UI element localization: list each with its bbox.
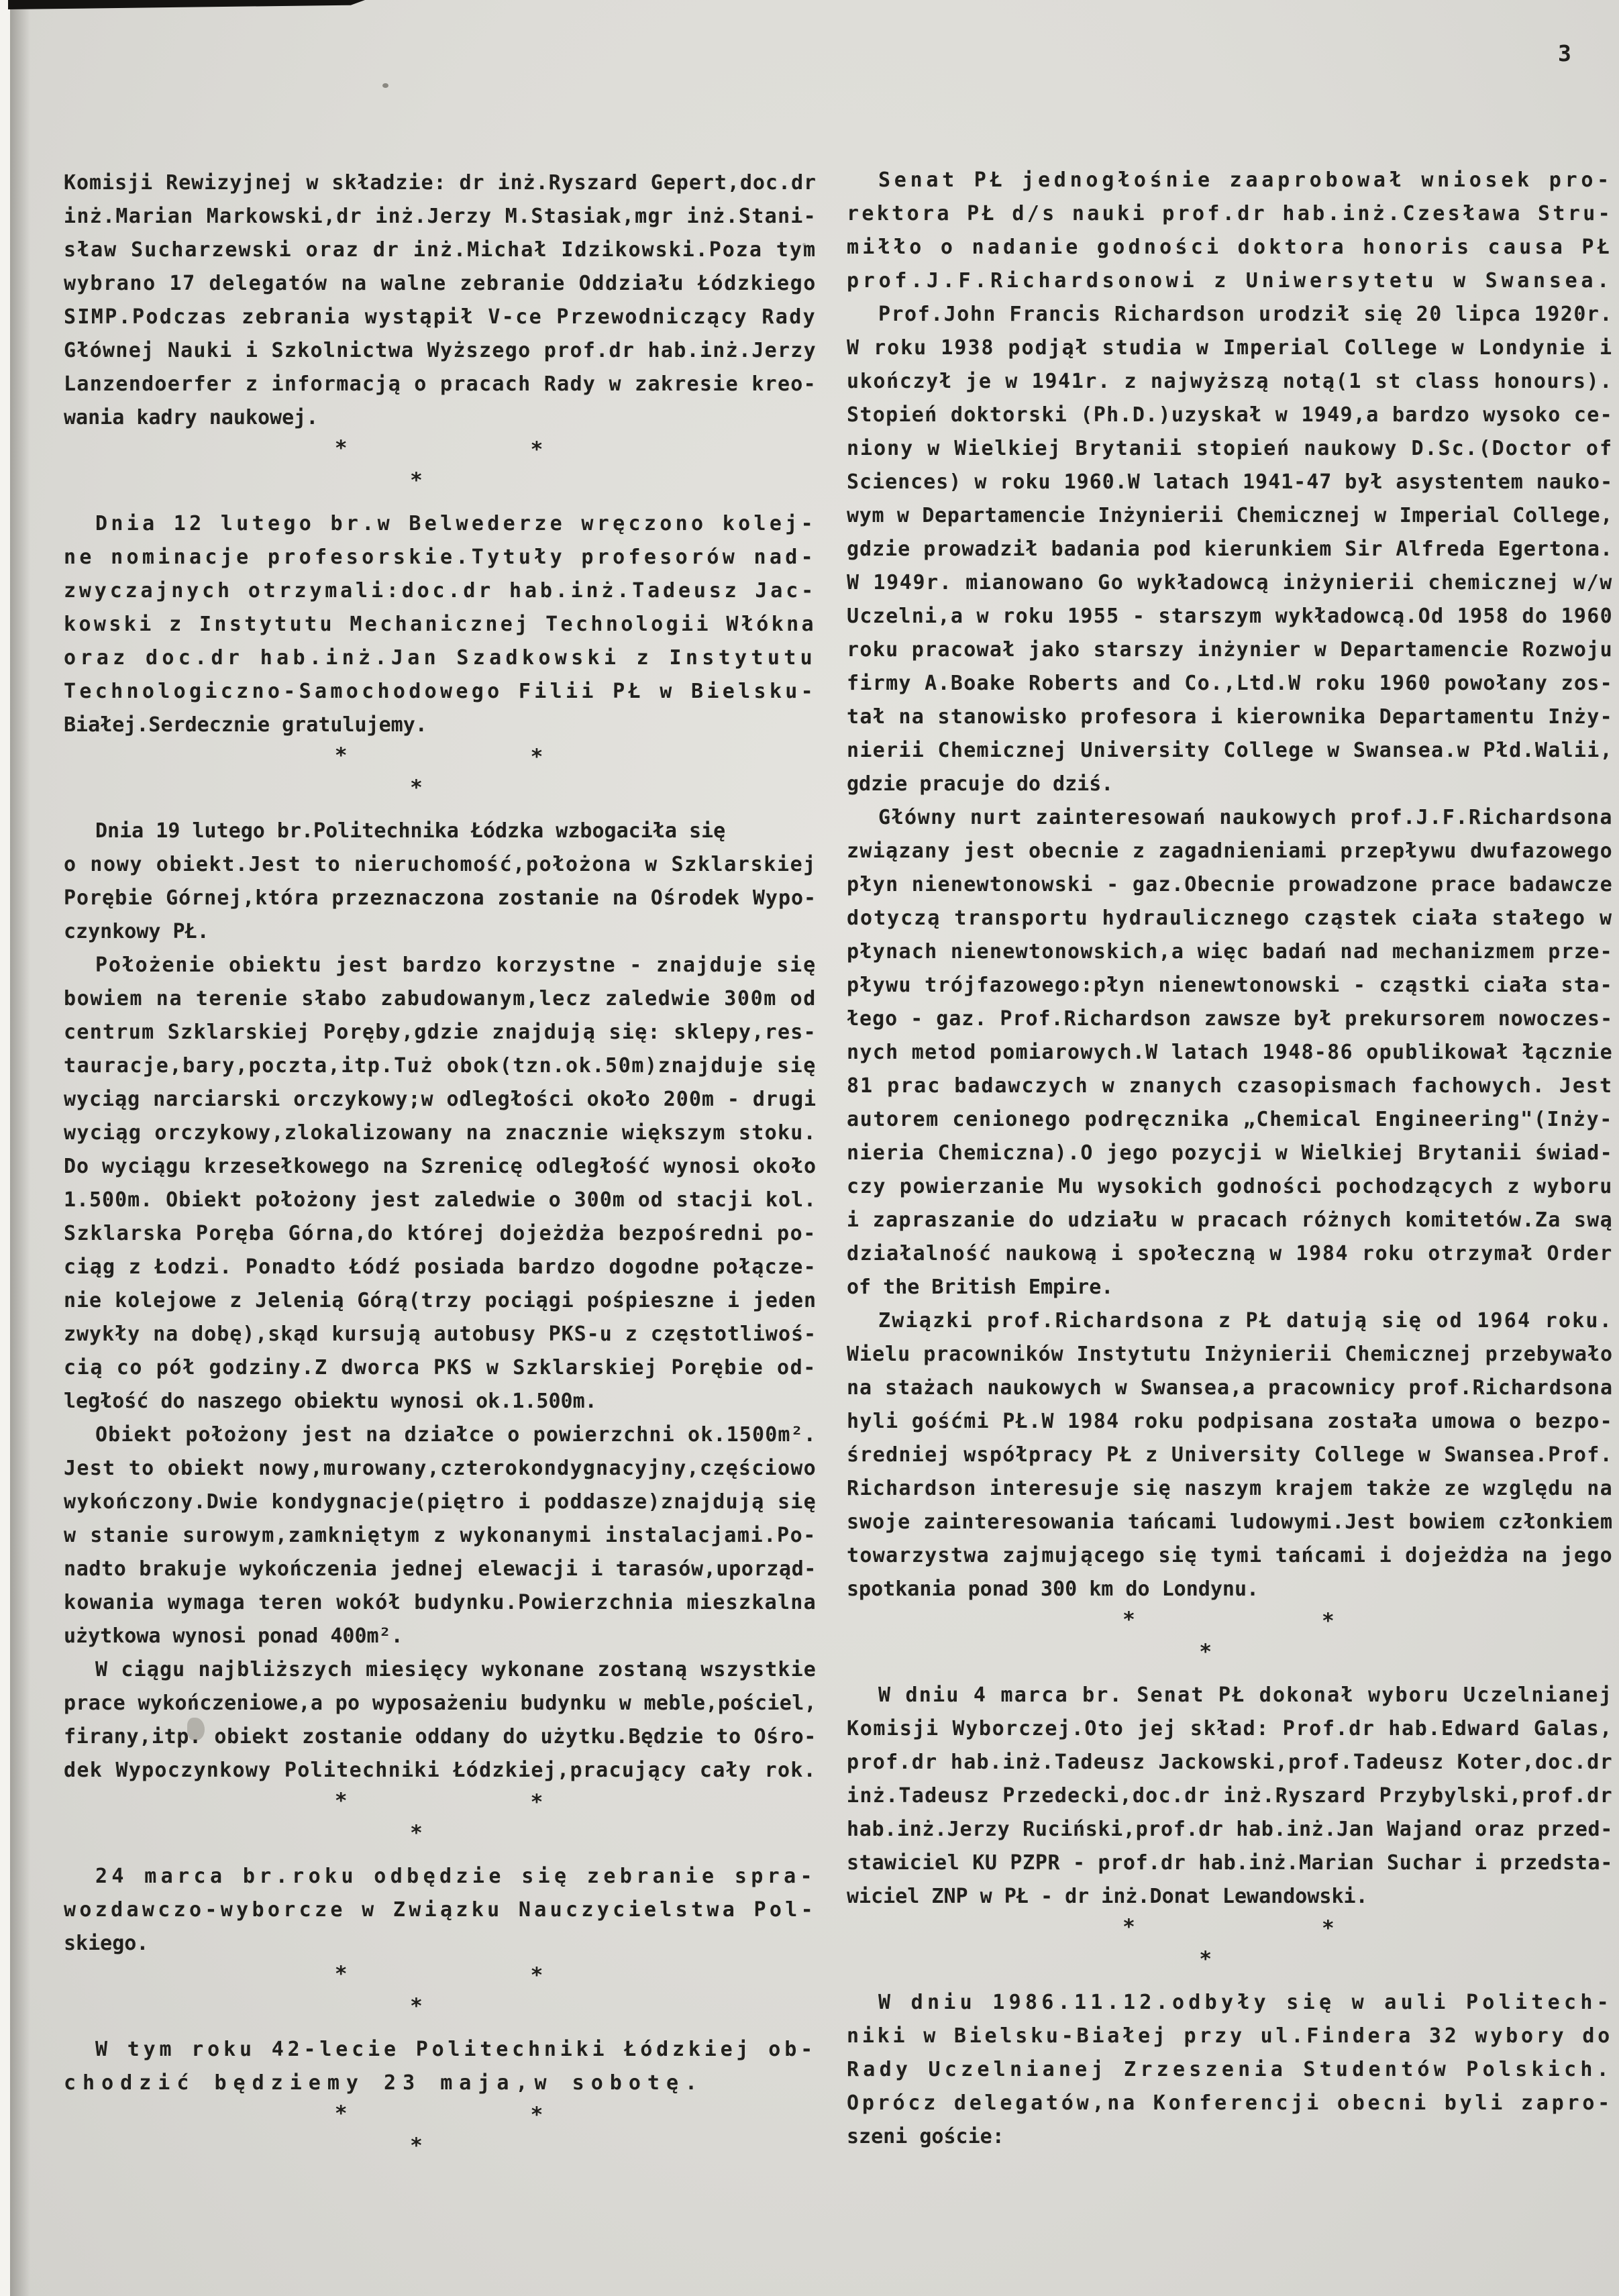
- text-line: Lanzendoerfer z informacją o pracach Rady w zakresie kreo-: [64, 372, 817, 396]
- text-line: na stażach naukowych w Swansea,a pracownicy prof.Richardsona: [847, 1376, 1613, 1400]
- text-line: towarzystwa zajmującego się tymi tańcami i dojeżdża na jego: [847, 1544, 1613, 1567]
- text-line: ukończył je w 1941r. z najwyższą notą(1 st class honours).: [847, 370, 1613, 393]
- text-line: chodzić będziemy 23 maja,w sobotę.: [64, 2071, 704, 2095]
- star-separator: [64, 1963, 817, 2033]
- text-line: Rady Uczelnianej Zrzeszenia Studentów Polskich.: [847, 2058, 1613, 2081]
- text-line: W dniu 4 marca br. Senat PŁ dokonał wyboru Uczelnianej: [878, 1683, 1613, 1707]
- text-line: Uczelni,a w roku 1955 - starszym wykładowcą.Od 1958 do 1960: [847, 605, 1613, 628]
- text-line: sław Sucharzewski oraz dr inż.Michał Idzikowski.Poza tym: [64, 238, 817, 262]
- text-line: nierii Chemicznej University College w Swansea.w Płd.Walii,: [847, 739, 1613, 762]
- text-line: i zapraszanie do udziału w pracach różnych komitetów.Za swą: [847, 1208, 1613, 1232]
- scan-speck: [382, 83, 388, 88]
- star-glyph: *: [1322, 1609, 1335, 1633]
- text-line: Dnia 12 lutego br.w Belwederze wręczono kolej-: [95, 512, 817, 535]
- scan-fold-shadow: [10, 0, 30, 2296]
- star-glyph: *: [334, 1789, 348, 1813]
- paragraph: [847, 1304, 1613, 1606]
- text-line: szeni goście:: [847, 2125, 1004, 2148]
- text-line: wyciąg orczykowy,zlokalizowany na znacznie większym stoku.: [64, 1121, 817, 1145]
- text-line: Do wyciągu krzesełkowego na Szrenicę odległość wynosi około: [64, 1155, 817, 1178]
- text-line: dek Wypoczynkowy Politechniki Łódzkiej,pracujący cały rok.: [64, 1759, 817, 1782]
- paragraph: [847, 298, 1613, 801]
- star-glyph: *: [334, 436, 348, 460]
- text-line: hyli gośćmi PŁ.W 1984 roku podpisana została umowa o bezpo-: [847, 1410, 1613, 1433]
- text-line: nie kolejowe z Jelenią Górą(trzy pociągi pośpieszne i jeden: [64, 1289, 817, 1312]
- text-line: Porębie Górnej,która przeznaczona zostanie na Ośrodek Wypo-: [64, 886, 817, 910]
- text-line: 24 marca br.roku odbędzie się zebranie spra-: [95, 1865, 817, 1888]
- star-separator: [847, 1609, 1613, 1679]
- text-line: W 1949r. mianowano Go wykładowcą inżynierii chemicznej w/w: [847, 571, 1613, 594]
- text-line: płyn nienewtonowski - gaz.Obecnie prowadzone prace badawcze: [847, 873, 1613, 896]
- text-line: 81 prac badawczych w znanych czasopismach fachowych. Jest: [847, 1074, 1613, 1098]
- text-line: Jest to obiekt nowy,murowany,czterokondygnacyjny,częściowo: [64, 1457, 817, 1480]
- text-line: centrum Szklarskiej Poręby,gdzie znajdują się: sklepy,res-: [64, 1021, 817, 1044]
- text-line: Dnia 19 lutego br.Politechnika Łódzka wzbogaciła się: [95, 819, 726, 843]
- text-line: tał na stanowisko profesora i kierownika Departamentu Inży-: [847, 705, 1613, 729]
- star-glyph: *: [530, 437, 543, 462]
- star-glyph: *: [530, 1963, 543, 1987]
- text-line: inż.Tadeusz Przedecki,doc.dr inż.Ryszard Przybylski,prof.dr: [847, 1784, 1613, 1808]
- text-line: Białej.Serdecznie gratulujemy.: [64, 713, 427, 737]
- text-line: wozdawczo-wyborcze w Związku Nauczycielstwa Pol-: [64, 1898, 817, 1922]
- text-line: Richardson interesuje się naszym krajem także ze względu na: [847, 1477, 1613, 1500]
- star-glyph: *: [410, 1821, 423, 1845]
- paragraph: [64, 1418, 817, 1653]
- paragraph: [64, 507, 817, 742]
- text-line: pływu trójfazowego:płyn nienewtonowski - cząstki ciała sta-: [847, 974, 1613, 997]
- text-line: Szklarska Poręba Górna,do której dojeżdża bezpośredni po-: [64, 1222, 817, 1245]
- star-glyph: *: [410, 2134, 423, 2158]
- text-line: autorem cenionego podręcznika „Chemical Engineering"(Inży-: [847, 1108, 1613, 1131]
- text-line: Sciences) w roku 1960.W latach 1941-47 był asystentem nauko-: [847, 470, 1613, 494]
- text-line: płynach nienewtonowskich,a więc badań nad mechanizmem prze-: [847, 940, 1613, 963]
- text-line: wania kadry naukowej.: [64, 406, 319, 429]
- text-line: Główny nurt zainteresowań naukowych prof.J.F.Richardsona: [878, 806, 1613, 829]
- text-line: firany,itp. obiekt zostanie oddany do użytku.Będzie to Ośro-: [64, 1725, 817, 1749]
- text-line: SIMP.Podczas zebrania wystąpił V-ce Przewodniczący Rady: [64, 305, 817, 329]
- star-glyph: *: [1322, 1916, 1335, 1940]
- star-glyph: *: [334, 2101, 348, 2126]
- star-glyph: *: [1122, 1608, 1135, 1632]
- text-line: użytkowa wynosi ponad 400m².: [64, 1624, 403, 1648]
- text-line: w stanie surowym,zamkniętym z wykonanymi instalacjami.Po-: [64, 1524, 817, 1547]
- star-glyph: *: [334, 1962, 348, 1986]
- text-line: stawiciel KU PZPR - prof.dr hab.inż.Marian Suchar i przedsta-: [847, 1851, 1613, 1875]
- text-line: kowski z Instytutu Mechanicznej Technologii Włókna: [64, 613, 817, 636]
- text-line: prace wykończeniowe,a po wyposażeniu budynku w meble,pościel,: [64, 1691, 817, 1715]
- text-line: miłło o nadanie godności doktora honoris causa PŁ: [847, 236, 1613, 259]
- text-line: Komisji Rewizyjnej w składzie: dr inż.Ryszard Gepert,doc.dr: [64, 171, 817, 195]
- text-line: Wielu pracowników Instytutu Inżynierii Chemicznej przebywało: [847, 1343, 1613, 1366]
- text-line: niony w Wielkiej Brytanii stopień naukowy D.Sc.(Doctor of: [847, 437, 1613, 460]
- text-line: związany jest obecnie z zagadnieniami przepływu dwufazowego: [847, 839, 1613, 863]
- text-line: prof.dr hab.inż.Tadeusz Jackowski,prof.Tadeusz Koter,doc.dr: [847, 1751, 1613, 1774]
- scan-artifact-top-bar: [8, 0, 365, 9]
- star-glyph: *: [410, 468, 423, 492]
- star-glyph: *: [1122, 1915, 1135, 1939]
- star-separator: [64, 437, 817, 507]
- text-line: łego - gaz. Prof.Richardson zawsze był prekursorem nowoczes-: [847, 1007, 1613, 1031]
- text-line: Technologiczno-Samochodowego Filii PŁ w Bielsku-: [64, 680, 817, 703]
- text-line: W tym roku 42-lecie Politechniki Łódzkiej ob-: [95, 2038, 817, 2061]
- text-line: Głównej Nauki i Szkolnictwa Wyższego prof.dr hab.inż.Jerzy: [64, 339, 817, 362]
- text-line: Położenie obiektu jest bardzo korzystne - znajduje się: [95, 953, 817, 977]
- star-glyph: *: [334, 743, 348, 768]
- text-line: działalność naukową i społeczną w 1984 roku otrzymał Order: [847, 1242, 1613, 1265]
- star-glyph: *: [530, 2103, 543, 2127]
- star-separator: [64, 2103, 817, 2173]
- star-glyph: *: [410, 776, 423, 800]
- text-line: nieria Chemiczna).O jego pozycji w Wielkiej Brytanii świad-: [847, 1141, 1613, 1165]
- text-line: wyciąg narciarski orczykowy;w odległości około 200m - drugi: [64, 1088, 817, 1111]
- text-line: 1.500m. Obiekt położony jest zaledwie o 300m od stacji kol.: [64, 1188, 817, 1212]
- text-line: rektora PŁ d/s nauki prof.dr hab.inż.Czesława Stru-: [847, 202, 1613, 225]
- text-line: roku pracował jako starszy inżynier w Departamencie Rozwoju: [847, 638, 1613, 662]
- scan-edge-strip: [0, 0, 10, 2296]
- text-line: prof.J.F.Richardsonowi z Uniwersytetu w Swansea.: [847, 269, 1613, 293]
- paragraph: [64, 166, 817, 435]
- star-glyph: *: [1199, 1947, 1212, 1971]
- paragraph: [847, 164, 1613, 298]
- paragraph: [64, 2033, 817, 2100]
- text-line: gdzie prowadził badania pod kierunkiem Sir Alfreda Egertona.: [847, 537, 1613, 561]
- text-line: ległość do naszego obiektu wynosi ok.1.500m.: [64, 1390, 597, 1413]
- text-line: wybrano 17 delegatów na walne zebranie Oddziału Łódzkiego: [64, 272, 817, 295]
- text-line: spotkania ponad 300 km do Londynu.: [847, 1577, 1259, 1601]
- text-line: skiego.: [64, 1932, 149, 1955]
- text-line: W ciągu najbliższych miesięcy wykonane zostaną wszystkie: [95, 1658, 817, 1681]
- text-line: Senat PŁ jednogłośnie zaaprobował wniosek pro-: [878, 168, 1613, 192]
- text-line: firmy A.Boake Roberts and Co.,Ltd.W roku 1960 powołany zos-: [847, 672, 1613, 695]
- page-number: 3: [1558, 40, 1571, 66]
- text-line: Prof.John Francis Richardson urodził się 20 lipca 1920r.: [878, 303, 1613, 326]
- paragraph: [64, 1653, 817, 1787]
- paragraph: [847, 1679, 1613, 1914]
- text-line: wykończony.Dwie kondygnacje(piętro i poddasze)znajdują się: [64, 1490, 817, 1514]
- text-line: wiciel ZNP w PŁ - dr inż.Donat Lewandowski.: [847, 1885, 1368, 1908]
- text-line: czynkowy PŁ.: [64, 920, 209, 943]
- star-glyph: *: [1199, 1640, 1212, 1664]
- paragraph: [847, 801, 1613, 1304]
- text-line: Oprócz delegatów,na Konferencji obecni byli zapro-: [847, 2091, 1613, 2115]
- text-line: gdzie pracuje do dziś.: [847, 772, 1114, 796]
- text-line: o nowy obiekt.Jest to nieruchomość,położona w Szklarskiej: [64, 853, 817, 876]
- text-line: średniej współpracy PŁ z University College w Swansea.Prof.: [847, 1443, 1613, 1467]
- text-line: hab.inż.Jerzy Ruciński,prof.dr hab.inż.Jan Wajand oraz przed-: [847, 1818, 1613, 1841]
- text-line: Komisji Wyborczej.Oto jej skład: Prof.dr hab.Edward Galas,: [847, 1717, 1613, 1740]
- text-line: Obiekt położony jest na działce o powierzchni ok.1500m².: [95, 1423, 817, 1447]
- text-line: oraz doc.dr hab.inż.Jan Szadkowski z Instytutu: [64, 646, 817, 670]
- star-glyph: *: [530, 745, 543, 769]
- text-line: cią co pół godziny.Z dworca PKS w Szklarskiej Porębie od-: [64, 1356, 817, 1379]
- text-line: niki w Bielsku-Białej przy ul.Findera 32 wybory do: [847, 2024, 1613, 2048]
- text-line: W roku 1938 podjął studia w Imperial College w Londynie i: [847, 336, 1613, 360]
- star-separator: [64, 745, 817, 815]
- text-line: Związki prof.Richardsona z PŁ datują się od 1964 roku.: [878, 1309, 1613, 1333]
- right-column: [847, 164, 1613, 2154]
- text-line: dotyczą transportu hydraulicznego cząstek ciała stałego w: [847, 906, 1613, 930]
- text-line: tauracje,bary,poczta,itp.Tuż obok(tzn.ok.50m)znajduje się: [64, 1054, 817, 1078]
- star-glyph: *: [410, 1994, 423, 2018]
- star-glyph: *: [530, 1790, 543, 1814]
- text-line: of the British Empire.: [847, 1275, 1114, 1299]
- text-line: nych metod pomiarowych.W latach 1948-86 opublikował łącznie: [847, 1041, 1613, 1064]
- text-line: Stopień doktorski (Ph.D.)uzyskał w 1949,a bardzo wysoko ce-: [847, 403, 1613, 427]
- text-line: W dniu 1986.11.12.odbyły się w auli Politech-: [878, 1991, 1613, 2014]
- paragraph: [64, 1860, 817, 1961]
- left-column: [64, 166, 817, 2173]
- paragraph: [847, 1986, 1613, 2154]
- text-line: nadto brakuje wykończenia jednej elewacji i tarasów,uporząd-: [64, 1557, 817, 1581]
- text-line: ne nominacje profesorskie.Tytuły profesorów nad-: [64, 545, 817, 569]
- paragraph: [64, 815, 817, 949]
- text-line: ciąg z Łodzi. Ponadto Łódź posiada bardzo dogodne połącze-: [64, 1255, 817, 1279]
- star-separator: [847, 1916, 1613, 1986]
- paragraph: [64, 949, 817, 1418]
- text-line: bowiem na terenie słabo zabudowanym,lecz zaledwie 300m od: [64, 987, 817, 1010]
- text-line: inż.Marian Markowski,dr inż.Jerzy M.Stasiak,mgr inż.Stani-: [64, 205, 817, 228]
- text-line: zwyczajnych otrzymali:doc.dr hab.inż.Tadeusz Jac-: [64, 579, 817, 603]
- text-line: zwykły na dobę),skąd kursują autobusy PKS-u z częstotliwoś-: [64, 1322, 817, 1346]
- text-line: kowania wymaga teren wokół budynku.Powierzchnia mieszkalna: [64, 1591, 817, 1614]
- star-separator: [64, 1790, 817, 1860]
- text-line: wym w Departamencie Inżynierii Chemicznej w Imperial College,: [847, 504, 1613, 527]
- text-line: czy powierzanie Mu wysokich godności pochodzących z wyboru: [847, 1175, 1613, 1198]
- text-line: swoje zainteresowania tańcami ludowymi.Jest bowiem członkiem: [847, 1510, 1613, 1534]
